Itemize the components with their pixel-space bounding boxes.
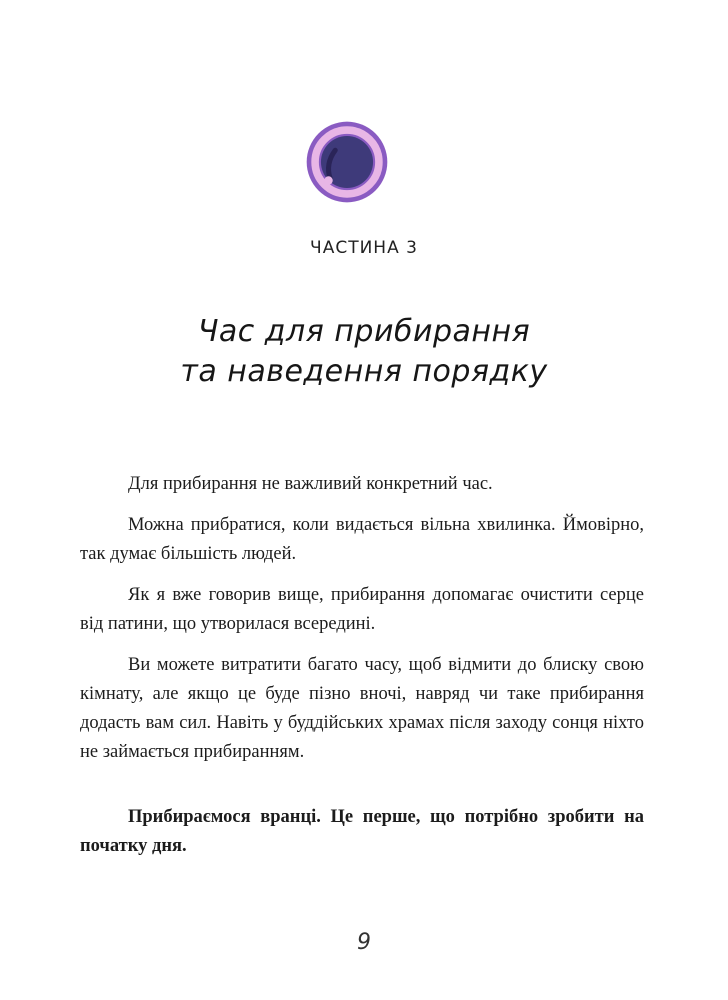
chapter-title-line-2: та наведення порядку bbox=[180, 354, 548, 389]
paragraph-2: Можна прибратися, коли видається вільна хвилинка. Ймовірно, так думає більшість людей. bbox=[80, 515, 644, 564]
paragraph-4: Ви можете витратити багато часу, щоб відмити до блиску свою кімнату, але якщо це буде пізно вночі, навряд чи таке прибирання додасть вам сил. Навіть у буддійських храмах після заходу сонця ніхто не займається прибиранням. bbox=[80, 655, 644, 762]
paragraph-3: Як я вже говорив вище, прибирання допомагає очистити серце від патини, що утворилася всередині. bbox=[80, 585, 644, 634]
page-number: 9 bbox=[357, 930, 371, 955]
chapter-title bbox=[0, 312, 728, 392]
body-text bbox=[80, 470, 644, 873]
bold-paragraph: Прибираємося вранці. Це перше, що потрібно зробити на початку дня. bbox=[80, 807, 644, 856]
chapter-title-line-1: Час для прибирання bbox=[197, 314, 531, 349]
paragraph-1: Для прибирання не важливий конкретний час. bbox=[128, 474, 493, 494]
part-label: ЧАСТИНА 3 bbox=[310, 238, 418, 258]
enso-circle-icon bbox=[305, 120, 389, 204]
